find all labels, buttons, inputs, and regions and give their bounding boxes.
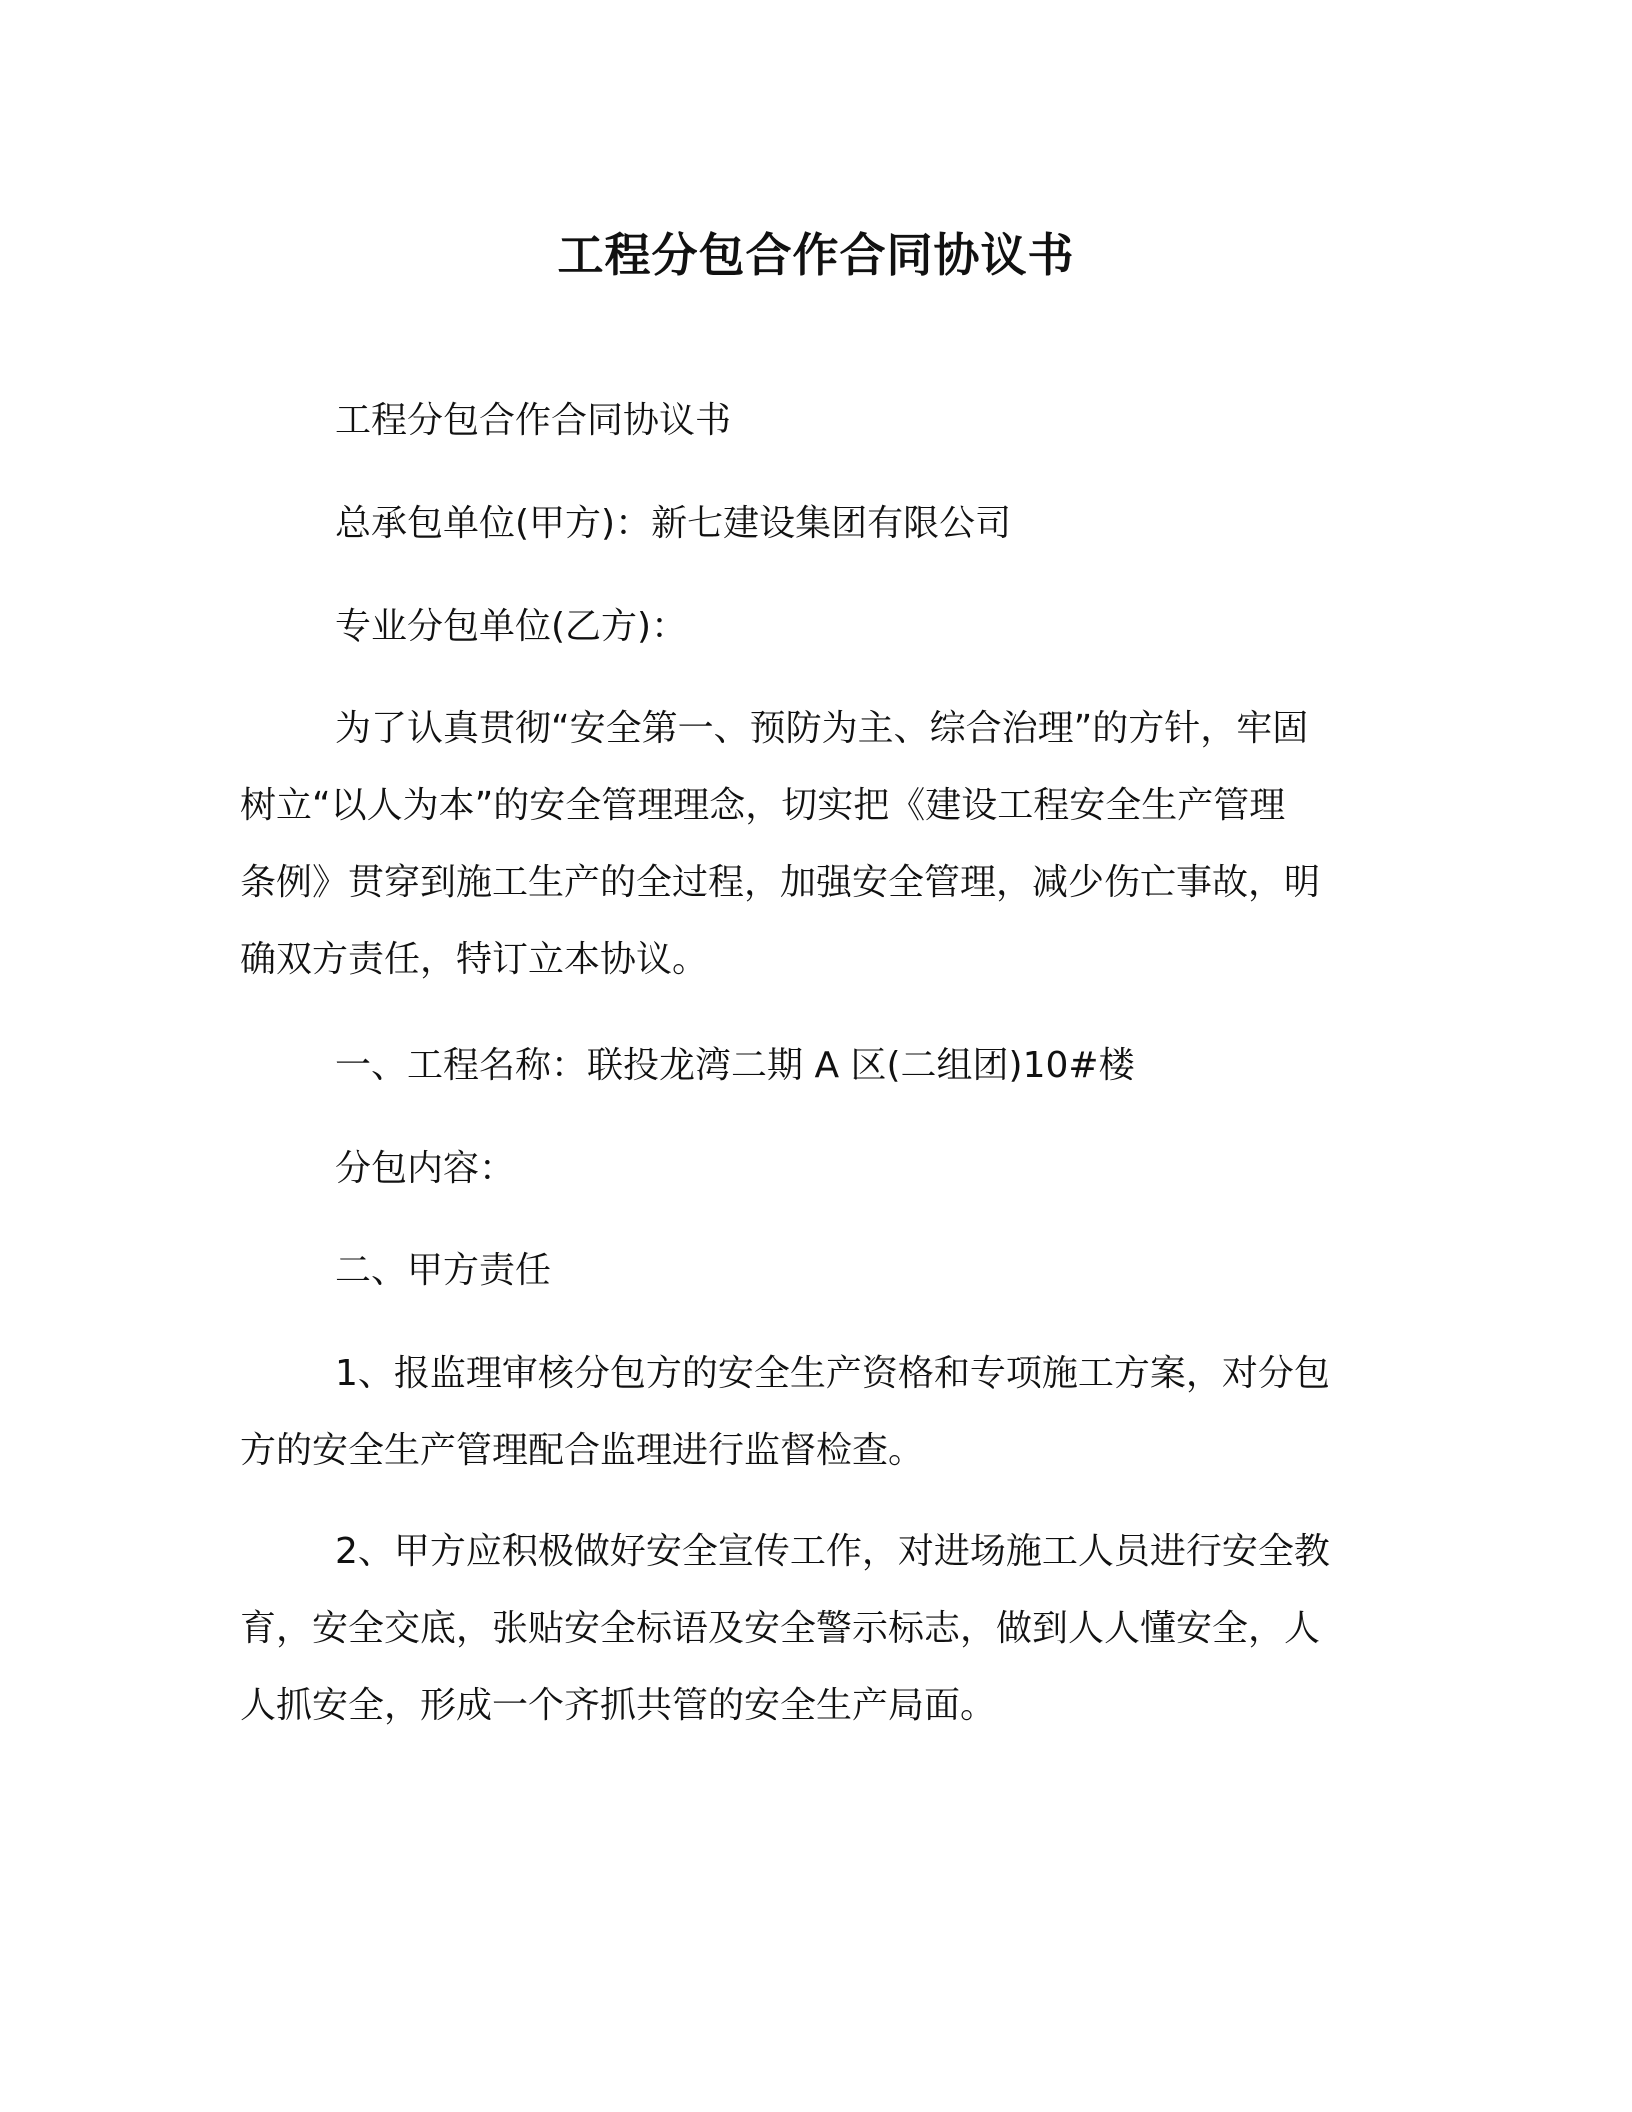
subcontract-content-line: 分包内容： [335, 1148, 516, 1189]
party-b-line: 专业分包单位(乙方)： [335, 606, 688, 647]
item-2-line: 2、甲方应积极做好安全宣传工作，对进场施工人员进行安全教 [335, 1531, 1330, 1572]
item-2-line: 人抓安全，形成一个齐抓共管的安全生产局面。 [240, 1685, 997, 1726]
item-1-line: 方的安全生产管理配合监理进行监督检查。 [240, 1430, 925, 1471]
section-2-heading: 二、甲方责任 [335, 1250, 552, 1291]
intro-line: 确双方责任，特订立本协议。 [240, 939, 709, 980]
item-2-line: 育，安全交底，张贴安全标语及安全警示标志，做到人人懂安全，人 [240, 1608, 1321, 1649]
intro-paragraph [240, 690, 1400, 998]
item-1-paragraph [240, 1335, 1400, 1489]
document-subtitle: 工程分包合作合同协议书 [335, 400, 732, 441]
intro-line: 条例》贯穿到施工生产的全过程，加强安全管理，减少伤亡事故，明 [240, 862, 1321, 903]
intro-line: 树立“以人为本”的安全管理理念，切实把《建设工程安全生产管理 [240, 785, 1286, 826]
intro-line: 为了认真贯彻“安全第一、预防为主、综合治理”的方针，牢固 [335, 708, 1309, 749]
party-a-line: 总承包单位(甲方)：新七建设集团有限公司 [335, 503, 1012, 544]
item-2-paragraph [240, 1513, 1400, 1744]
document-title: 工程分包合作合同协议书 [557, 228, 1075, 282]
item-1-line: 1、报监理审核分包方的安全生产资格和专项施工方案，对分包 [335, 1353, 1330, 1394]
section-1-project-name: 一、工程名称：联投龙湾二期 A 区(二组团)10#楼 [335, 1045, 1135, 1086]
